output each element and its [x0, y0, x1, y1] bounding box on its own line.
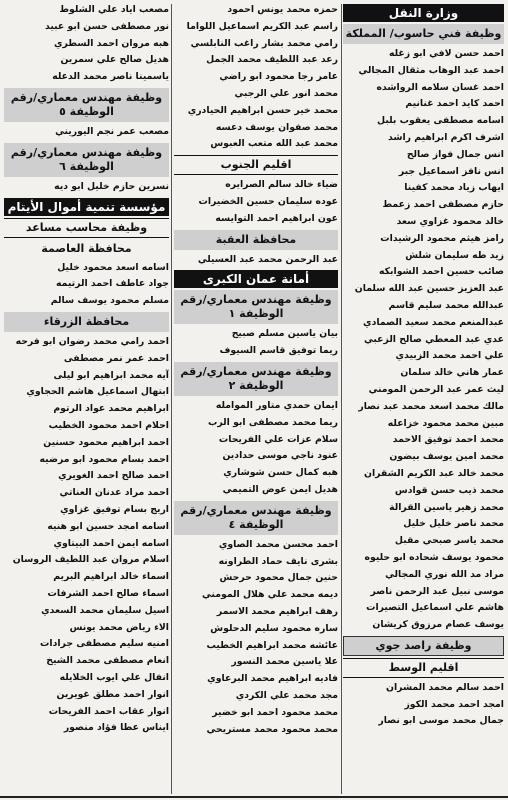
candidate-name: هاشم علي اسماعيل التصيرات — [366, 602, 504, 614]
candidate-name: محمد خالد عبد الكريم الشقران — [364, 467, 504, 479]
candidate-name: مسلم محمود يوسف سالم — [50, 295, 169, 307]
candidate-name: امنيه سليم مصطفى جرادات — [40, 638, 169, 650]
candidate-name: علا ياسين محمد النسور — [231, 656, 338, 668]
candidate-name: انوار عقاب احمد الفريحات — [48, 705, 169, 717]
column-divider — [171, 4, 172, 794]
candidate-name: ابتهال اسماعيل هاشم الحجاوي — [26, 386, 169, 398]
candidate-name: آيه محمد ابراهيم ابو ليلى — [53, 369, 169, 381]
name-list — [4, 260, 169, 310]
candidate-name: رعد عبد اللطيف محمد الجمل — [206, 54, 338, 66]
candidate-name: صائب حسين احمد الشوابكه — [378, 266, 504, 278]
candidate-name: رامز هيثم محمود الرشيدات — [380, 232, 504, 244]
column-3 — [4, 2, 169, 794]
name-list — [343, 680, 504, 730]
candidate-name: محمد امين يوسف بيضون — [389, 451, 504, 463]
candidate-name: احمد محسن محمد الصاوي — [218, 538, 338, 550]
candidate-name: مبين محمد محمود خزاعله — [387, 417, 504, 429]
name-list — [174, 398, 338, 499]
candidate-name: فاديه ابراهيم محمد البرعاوي — [207, 673, 338, 685]
job-header: وظيفة مهندس معماري/رقم الوظيفة ٥ — [4, 88, 169, 122]
candidate-name: حمزه محمد يونس احمود — [227, 4, 338, 15]
candidate-name: احمد كايد احمد غنانيم — [405, 98, 504, 110]
candidate-name: هديل صالح علي سمرين — [60, 54, 169, 66]
candidate-name: اسامه ايمن احمد البيتاوي — [53, 537, 169, 549]
authority-title: أمانة عمان الكبرى — [174, 270, 338, 288]
column-divider — [341, 4, 342, 794]
candidate-name: احمد رامي محمد رضوان ابو فرحه — [15, 335, 169, 347]
candidate-name: انفال علي ايوب الخلايله — [59, 671, 169, 683]
candidate-name: احمد غسان سلامه الرواشده — [376, 81, 504, 93]
candidate-name: امجد احمد محمد الكوز — [404, 698, 504, 710]
candidate-name: انس نافز اسماعيل جبر — [398, 165, 504, 177]
candidate-name: ضياء خالد سالم الصرايره — [225, 179, 338, 191]
candidate-name: عامر رجا محمود ابو راضي — [219, 71, 338, 83]
column-1 — [343, 2, 504, 794]
candidate-name: زيد طه سليمان شلش — [405, 249, 504, 261]
region-header: محافظة الزرقاء — [4, 312, 169, 332]
candidate-name: محمد زهير ياسين القرالة — [389, 501, 504, 513]
org-title: مؤسسة تنمية أموال الأيتام — [4, 198, 169, 216]
candidate-name: محمد ناصر خليل خليل — [403, 518, 504, 530]
candidate-name: محمد ياسر صبحي مقبل — [394, 535, 504, 547]
candidate-name: بشرى نايف حماد الطراونه — [218, 555, 338, 567]
candidate-name: عبدالله محمد سليم قاسم — [388, 299, 504, 311]
candidate-name: ديمه محمد علي هلال المومني — [202, 589, 338, 601]
candidate-name: محمد محمود محمد مستريحي — [206, 723, 338, 735]
candidate-name: راسم عبد الكريم اسماعيل اللواما — [186, 20, 338, 32]
candidate-name: مصعب عمر نجم اليوريني — [55, 125, 169, 137]
candidate-name: عدي عبد المعطي صالح الزعبي — [363, 333, 504, 345]
candidate-name: ابراهيم محمد عواد الرتوم — [53, 403, 169, 415]
column-2 — [174, 2, 338, 794]
candidate-name: الاء رياض محمد يونس — [69, 621, 169, 633]
candidate-name: هبه كمال حسن شوشاري — [223, 467, 338, 479]
candidate-name: جواد عاطف احمد الرتيمه — [56, 278, 169, 290]
job-header: وظيفة مهندس معماري/رقم الوظيفة ٢ — [174, 362, 338, 396]
candidate-name: احلام احمد محمود الخطيب — [48, 419, 169, 431]
candidate-name: علي احمد محمد الزبيدي — [395, 350, 504, 362]
candidate-name: اسلام مروان عبد اللطيف الروسان — [12, 554, 169, 566]
job-header: وظيفة مهندس معماري/رقم الوظيفة ٤ — [174, 501, 338, 535]
candidate-name: حنين جمال محمود حرحش — [219, 572, 338, 584]
candidate-name: احمد عبد الوهاب مثقال المجالي — [358, 64, 504, 76]
candidate-name: اسامه امجد حسين ابو هنيه — [47, 520, 169, 532]
candidate-name: احمد مراد عدنان العناتي — [59, 487, 169, 499]
region-header: محافظة العقبة — [174, 230, 338, 250]
candidate-name: احمد ابراهيم محمود حسنين — [43, 436, 169, 448]
ministry-title: وزارة النقل — [343, 4, 504, 22]
candidate-name: محمد احمد توفيق الاحمد — [392, 434, 504, 446]
candidate-name: مجد محمد علي الكردي — [235, 689, 338, 701]
candidate-name: رهف ابراهيم محمد الاسمر — [216, 605, 338, 617]
region-header: محافظة العاصمة — [41, 241, 132, 255]
candidate-name: احمد حسن لافي ابو زغله — [388, 48, 504, 59]
candidate-name: هبه مروان احمد السطري — [53, 37, 169, 49]
bottom-rule — [0, 796, 508, 798]
job-header: وظيفة فني حاسوب/ المملكة — [343, 24, 504, 44]
candidate-name: محمد خير حسن ابراهيم الحيادري — [187, 104, 338, 116]
name-list — [4, 124, 169, 141]
name-list — [343, 46, 504, 634]
job-header: وظيفة راصد جوي — [343, 636, 504, 656]
candidate-name: خالد محمود غزاوي سعد — [396, 215, 504, 227]
candidate-name: اشرف اكرم ابراهيم راشد — [387, 131, 504, 143]
candidate-name: عائشه محمد ابراهيم الخطيب — [206, 639, 338, 651]
candidate-name: ايناس عطا فؤاد منصور — [63, 722, 169, 734]
name-list — [4, 334, 169, 737]
candidate-name: اسامه اسعد محمود خليل — [57, 261, 169, 273]
region-header: اقليم الوسط — [343, 658, 504, 678]
name-list — [174, 252, 338, 269]
candidate-name: مصعب اياد علي الشلوط — [59, 4, 169, 15]
candidate-name: مراد مد الله نوري المجالي — [385, 568, 504, 580]
candidate-name: اسماء خالد ابراهيم البريم — [53, 571, 169, 583]
candidate-name: محمد انور علي الرجبي — [234, 87, 338, 99]
candidate-name: اسيل سليمان محمد السعدي — [41, 604, 169, 616]
candidate-name: انوار احمد مطلق غويرين — [56, 688, 169, 700]
job-header: وظيفة مهندس معماري/رقم الوظيفة ١ — [174, 290, 338, 324]
candidate-name: محمد صفوان يوسف دعسه — [215, 121, 338, 133]
name-list — [174, 177, 338, 227]
candidate-name: ليث عمر عبد الرحمن المومني — [368, 383, 504, 395]
candidate-name: بيان ياسين مسلم صبيح — [231, 328, 338, 340]
candidate-name: محمود يوسف شحاده ابو حليوه — [364, 551, 504, 563]
candidate-name: عون ابراهيم احمد التوايسه — [215, 212, 338, 224]
candidate-name: انس جمال فواز صالح — [406, 148, 504, 160]
candidate-name: سلام عزات علي الفريحات — [218, 433, 338, 445]
candidate-name: ريما محمد مصطفى ابو الرب — [208, 416, 338, 428]
candidate-name: عنود ناجي موسى حدادين — [222, 450, 338, 462]
candidate-name: احمد بسام محمود ابو مرضيه — [39, 453, 169, 465]
candidate-name: عوده سليمان حسين الخضيرات — [198, 195, 338, 207]
candidate-name: ايمان حمدي متاور الموامله — [215, 399, 338, 411]
candidate-name: عبد الرحمن محمد عبد العسيلي — [197, 253, 338, 265]
job-header: وظيفة محاسب مساعد — [4, 218, 169, 238]
candidate-name: اريج بسام توفيق غزاوي — [60, 503, 169, 515]
candidate-name: عمار هاني خالد سلمان — [400, 367, 504, 379]
candidate-name: رامي محمد بشار راغب النابلسي — [190, 37, 338, 49]
candidate-name: ياسمينا ناصر محمد الدعله — [52, 71, 169, 83]
candidate-name: نور مصطفى حسن ابو عبيد — [44, 20, 169, 32]
candidate-name: موسى نبيل عبد الرحمن ناصر — [370, 585, 504, 597]
name-list — [174, 326, 338, 360]
job-header: وظيفة مهندس معماري/رقم الوظيفة ٦ — [4, 143, 169, 177]
name-list — [174, 537, 338, 739]
candidate-name: حازم مصطفى احمد زعمط — [382, 199, 504, 211]
candidate-name: احمد سالم محمد المشران — [386, 681, 504, 693]
candidate-name: يوسف عصام مرزوق كريشان — [372, 619, 504, 631]
candidate-name: عبد العزيز حسين عبد الله سلمان — [354, 283, 504, 295]
candidate-name: محمد ذيب حسن قوادس — [394, 484, 504, 496]
candidate-name: جمال محمد موسى ابو نصار — [378, 715, 504, 727]
candidate-name: نسرين حازم خليل ابو ديه — [54, 180, 169, 192]
candidate-name: محمد محمود احمد ابو خضير — [212, 706, 338, 718]
candidate-name: هديل ايمن عوض التميمي — [222, 483, 338, 495]
name-list — [4, 179, 169, 196]
candidate-name: ايهاب زياد محمد كفينا — [404, 182, 504, 194]
candidate-name: انعام مصطفى محمد الشيخ — [46, 655, 169, 667]
candidate-name: ساره محمود سليم الدحلوش — [210, 622, 338, 634]
candidate-name: احمد عمر نمر مصطفى — [63, 352, 169, 364]
candidate-name: اسامه مصطفى يعقوب بلبل — [377, 115, 504, 127]
candidate-name: عبدالمنعم محمد سعيد الصمادي — [363, 316, 504, 328]
candidate-name: محمد عبد الله متعب العبوس — [210, 138, 338, 150]
name-list — [4, 2, 169, 86]
candidate-name: ريما توفيق قاسم السيوف — [219, 345, 338, 357]
candidate-name: احمد صالح احمد الغويري — [58, 470, 169, 482]
name-list — [174, 2, 338, 153]
candidate-name: اسماء صالح احمد الشرفات — [47, 587, 169, 599]
candidate-name: مالك محمد اسعد محمد عبد نصار — [358, 400, 504, 412]
region-header: اقليم الجنوب — [174, 155, 338, 175]
